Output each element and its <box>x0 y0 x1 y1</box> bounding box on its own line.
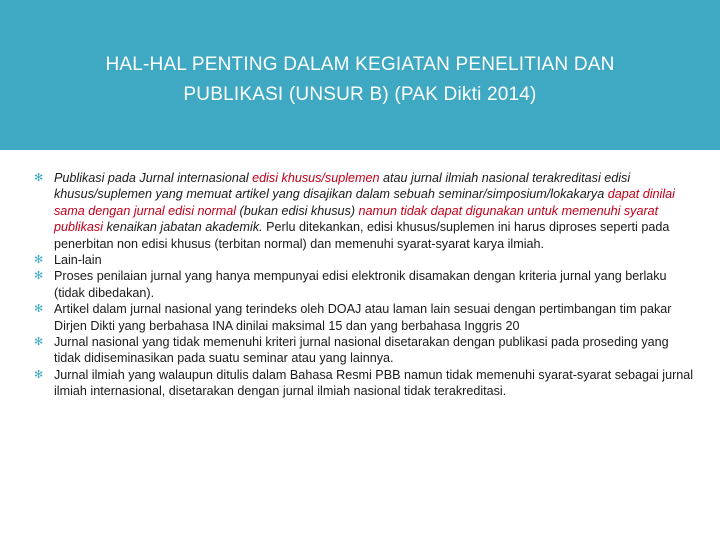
bullet-text: Proses penilaian jurnal yang hanya mempunyai edisi elektronik disamakan dengan kriteria jurnal yang berlaku (tidak dibedakan). <box>54 269 667 300</box>
bullet-list <box>34 170 694 400</box>
bullet-item-electronic-edition <box>34 268 694 301</box>
asterisk-bullet-icon: ✻ <box>34 368 44 381</box>
highlight-text: edisi khusus/suplemen <box>252 171 380 185</box>
asterisk-bullet-icon: ✻ <box>34 336 44 349</box>
asterisk-bullet-icon: ✻ <box>34 254 44 267</box>
bullet-text: Perlu ditekankan, edisi khusus/suplemen ini harus diproses seperti pada penerbitan non edisi khusus (terbitan normal) dan memenuhi syarat-syarat karya ilmiah. <box>54 220 670 251</box>
bullet-text: Jurnal ilmiah yang walaupun ditulis dalam Bahasa Resmi PBB namun tidak memenuhi syarat-syarat sebagai jurnal ilmiah internasional, disetarakan dengan jurnal ilmiah nasional tidak terakreditasi. <box>54 367 694 399</box>
bullet-item-doaj <box>34 301 694 334</box>
bullet-text: Publikasi pada Jurnal internasional <box>54 171 253 185</box>
highlight-text: namun tidak dapat digunakan untuk memenuhi syarat publikasi <box>54 203 659 235</box>
highlight-text: dapat dinilai sama dengan jurnal edisi normal <box>54 187 675 218</box>
asterisk-bullet-icon: ✻ <box>34 270 44 283</box>
asterisk-bullet-icon: ✻ <box>34 172 44 184</box>
asterisk-bullet-icon: ✻ <box>34 303 44 316</box>
slide-title <box>30 50 690 110</box>
bullet-text: Artikel dalam jurnal nasional yang terindeks oleh DOAJ atau laman lain sesuai dengan pertimbangan tim pakar Dirjen Dikti yang berbahasa INA dinilai maksimal 15 dan yang berbahasa Inggris 20 <box>54 302 672 333</box>
bullet-text: kenaikan jabatan akademik. <box>103 220 263 235</box>
slide-title-line-1: HAL-HAL PENTING DALAM KEGIATAN PENELITIAN DAN <box>105 54 615 75</box>
bullet-text: Jurnal nasional yang tidak memenuhi kriteri jurnal nasional disetarakan dengan publikasi pada proseding yang tidak didiseminasikan pada suatu seminar atau yang lainnya. <box>54 335 669 366</box>
bullet-item-un-language <box>34 367 694 400</box>
bullet-text: (bukan edisi khusus) <box>236 203 359 218</box>
bullet-text: atau jurnal ilmiah nasional terakreditasi edisi khusus/suplemen yang memuat artikel yang disajikan dalam sebuah seminar/simposium/lokakarya <box>54 171 631 202</box>
bullet-item-lain-lain <box>34 252 694 268</box>
bullet-item-special-edition <box>34 170 694 252</box>
bullet-item-national-journal <box>34 334 694 367</box>
bullet-text: Lain-lain <box>54 253 102 268</box>
slide-title-line-2: PUBLIKASI (UNSUR B) (PAK Dikti 2014) <box>183 84 537 105</box>
